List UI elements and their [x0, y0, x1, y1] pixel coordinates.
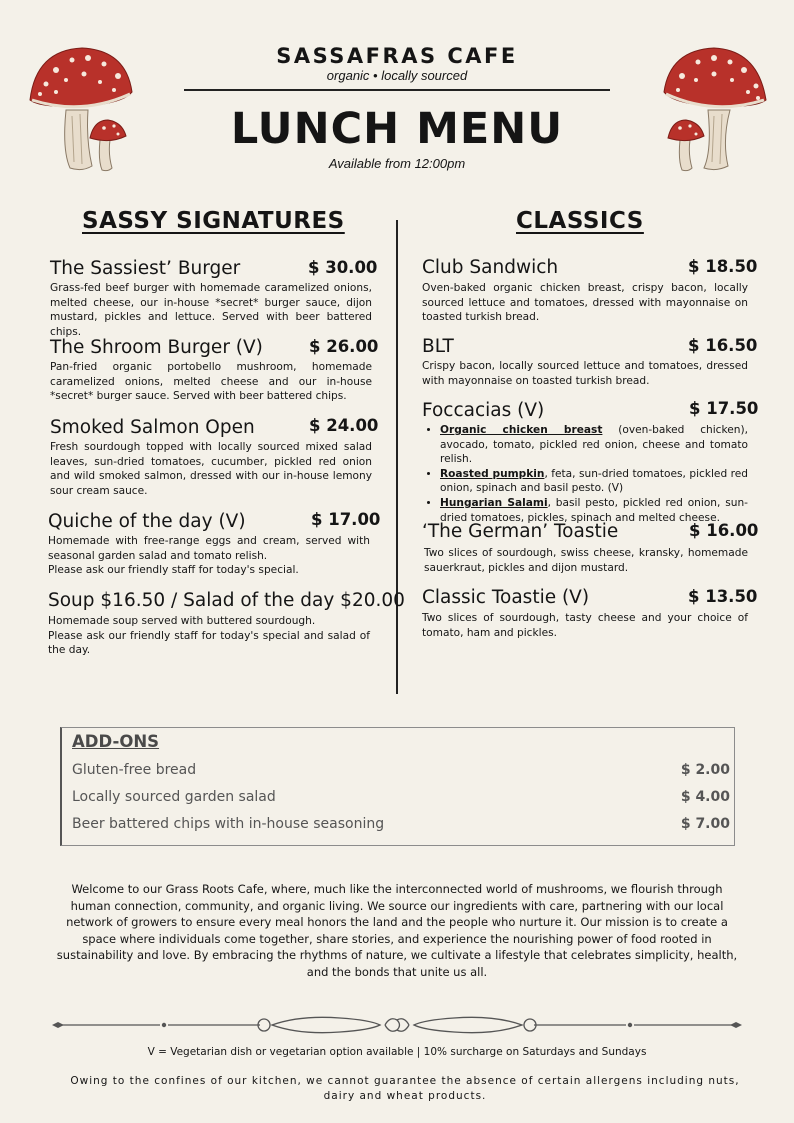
menu-item-name: The Shroom Burger (V) [50, 337, 263, 358]
addon-price: $ 4.00 [680, 789, 730, 805]
section-heading-signatures: SASSY SIGNATURES [82, 208, 345, 234]
menu-item-description: Crispy bacon, locally sourced lettuce and tomatoes, dressed with mayonnaise on toasted turkish bread. [422, 360, 748, 387]
menu-item-name: Quiche of the day (V) [48, 511, 246, 532]
menu-item-name: The Sassiest’ Burger [50, 258, 241, 279]
menu-item-description: Grass-fed beef burger with homemade caramelized onions, melted cheese, our in-house *secret* burger sauce, dijon mustard, pickles and lettuce. Served with beer battered chips. [50, 282, 372, 338]
menu-item-price: $ 16.50 [688, 336, 758, 355]
availability-note: Available from 12:00pm [328, 156, 466, 171]
menu-item-name: Smoked Salmon Open [50, 417, 255, 438]
addon-row [72, 816, 730, 832]
list-item: • Hungarian Salami, basil pesto, pickled red onion, sun-dried tomatoes, pickles, spinach and melted cheese. [440, 496, 748, 525]
list-item: • Roasted pumpkin, feta, sun-dried tomatoes, pickled red onion, spinach and basil pesto. (V) [440, 467, 748, 496]
allergen-notice: Owing to the confines of our kitchen, we cannot guarantee the absence of certain allergens including nuts, dairy and wheat products. [70, 1075, 740, 1102]
menu-item-name: Club Sandwich [422, 257, 559, 278]
ornamental-divider [50, 1010, 744, 1040]
menu-item-price: $ 16.00 [689, 521, 759, 540]
addon-row [72, 762, 730, 778]
menu-item-description [48, 614, 370, 658]
menu-item-price: $ 24.00 [309, 416, 379, 435]
menu-item-description: Two slices of sourdough, tasty cheese and your choice of tomato, ham and pickles. [422, 612, 748, 639]
menu-item-description: Two slices of sourdough, swiss cheese, kransky, homemade sauerkraut, pickles and dijon mustard. [424, 547, 748, 574]
menu-item-description-line: Homemade soup served with buttered sourdough. [48, 615, 316, 627]
menu-item-description [48, 534, 370, 578]
menu-item-description-line: Please ask our friendly staff for today's special and salad of the day. [48, 629, 370, 657]
list-item: • Organic chicken breast (oven-baked chicken), avocado, tomato, pickled red onion, cheese and tomato relish. [440, 423, 748, 467]
addons-title: ADD-ONS [72, 732, 160, 751]
section-heading-classics: CLASSICS [516, 208, 644, 234]
addon-row [72, 789, 730, 805]
menu-item-description: Pan-fried organic portobello mushroom, homemade caramelized onions, melted cheese and our in-house *secret* burger sauce. Served with beer battered chips. [50, 361, 372, 403]
header-rule [184, 89, 610, 91]
column-divider [396, 220, 398, 694]
foccacia-options-list [422, 423, 748, 525]
tagline: organic • locally sourced [326, 68, 468, 83]
addon-label: Gluten-free bread [72, 762, 197, 778]
menu-item-name: BLT [422, 336, 454, 357]
addon-label: Locally sourced garden salad [72, 789, 276, 805]
vegetarian-footnote: V = Vegetarian dish or vegetarian option available | 10% surcharge on Saturdays and Sundays [147, 1046, 647, 1058]
page-title: LUNCH MENU [230, 104, 564, 154]
menu-item-price: $ 17.00 [311, 510, 381, 529]
menu-item-description: Fresh sourdough topped with locally sourced mixed salad leaves, sun-dried tomatoes, cucumber, pickled red onion and wild smoked salmon, dressed with our in-house lemony sour cream sauce. [50, 441, 372, 497]
menu-item-price: $ 18.50 [688, 257, 758, 276]
menu-item-description-line: Please ask our friendly staff for today's special. [48, 564, 299, 577]
addon-price: $ 2.00 [680, 762, 730, 778]
menu-item-price: $ 13.50 [688, 587, 758, 606]
menu-item-description: Oven-baked organic chicken breast, crispy bacon, locally sourced lettuce and tomatoes, dressed with mayonnaise on toasted turkish bread. [422, 282, 748, 324]
addon-price: $ 7.00 [680, 816, 730, 832]
welcome-paragraph: Welcome to our Grass Roots Cafe, where, much like the interconnected world of mushrooms, we flourish through human connection, community, and organic living. We source our ingredients with care, partnering with our local network of growers to ensure every meal honors the land and the people who nurture it. Our mission is to create a space where individuals come together, share stories, and experience the nourishing power of food rooted in sustainability and love. By embracing the rhythms of nature, we cultivate a lifestyle that celebrates simplicity, health, and the bonds that unite us all. [56, 882, 738, 979]
menu-item-name: Soup $16.50 / Salad of the day $20.00 [48, 590, 405, 611]
addon-label: Beer battered chips with in-house seasoning [72, 816, 385, 832]
menu-item-price: $ 17.50 [689, 399, 759, 418]
menu-item-description-line: Homemade with free-range eggs and cream, served with seasonal garden salad and tomato relish. [48, 535, 370, 562]
menu-item-name: ‘The German’ Toastie [422, 521, 619, 542]
menu-item-price: $ 30.00 [308, 258, 378, 277]
cafe-name: SASSAFRAS CAFE [276, 44, 518, 68]
menu-item-name: Foccacias (V) [422, 400, 545, 421]
menu-item-name: Classic Toastie (V) [422, 587, 590, 608]
menu-item-price: $ 26.00 [309, 337, 379, 356]
